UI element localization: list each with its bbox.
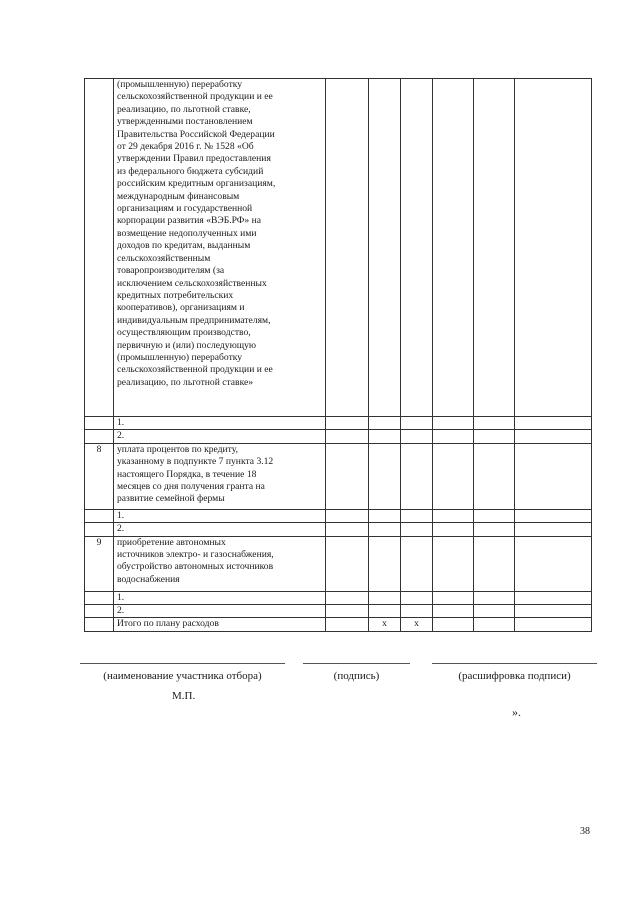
decoding-signature-block [432,663,597,682]
row-description-cell [114,443,326,509]
table-cell [401,536,433,591]
table-cell [369,523,401,536]
sub-item-cell: 2. [114,523,326,536]
total-mark: х [369,618,401,631]
table-cell [369,591,401,604]
signature-line [432,663,597,664]
row-number-cell [85,618,114,631]
description-line: первичную и (или) последующую [117,339,257,351]
table-cell [401,509,433,522]
table-cell [401,79,433,417]
table-cell [401,591,433,604]
table-row [85,536,592,591]
table-cell [326,523,369,536]
row-number-cell [85,430,114,443]
table-cell [433,79,474,417]
table-cell [401,523,433,536]
table-cell [515,443,592,509]
description-line: от 29 декабря 2016 г. № 1528 «Об [117,141,254,153]
table-cell [474,417,515,430]
description-line: международным финансовым [117,190,240,202]
table-cell [474,536,515,591]
table-cell [474,591,515,604]
description-line: кредитных потребительских [117,289,234,301]
table-cell [369,509,401,522]
row-number-cell [85,509,114,522]
table-cell [433,417,474,430]
table-row [85,430,592,443]
description-line: указанному в подпункте 7 пункта 3.12 [117,456,274,468]
table-row [85,417,592,430]
table-cell [515,618,592,631]
row-number-cell: 8 [85,443,114,509]
row-number-cell [85,79,114,417]
participant-caption: (наименование участника отбора) [103,670,262,682]
table-cell [401,443,433,509]
description-line: организациям и государственной [117,203,253,215]
total-mark: х [401,618,433,631]
table-cell [515,536,592,591]
table-cell [369,443,401,509]
signature-line [80,663,285,664]
table-row [85,591,592,604]
description-line: сельскохозяйственной продукции и ее [117,364,273,376]
row-description-cell [114,79,326,417]
table-cell [433,618,474,631]
description-line: индивидуальным предпринимателям, [117,314,271,326]
table-row [85,523,592,536]
description-line: Правительства Российской Федерации [117,128,275,140]
table-row [85,605,592,618]
sub-item-cell: 1. [114,591,326,604]
description-line: (промышленную) переработку [117,351,243,363]
table-row [85,509,592,522]
table-cell [369,417,401,430]
row-number-cell [85,523,114,536]
table-cell [515,591,592,604]
table-cell [433,536,474,591]
description-line: водоснабжения [117,573,180,585]
total-label: Итого по плану расходов [114,618,326,631]
description-line: реализацию, по льготной ставке» [117,376,254,388]
description-line: из федерального бюджета субсидий [117,165,264,177]
sub-item-cell: 1. [114,509,326,522]
table-cell [369,430,401,443]
description-line: настоящего Порядка, в течение 18 [117,468,257,480]
table-cell [474,523,515,536]
table-cell [474,618,515,631]
description-line: реализацию, по льготной ставке, [117,103,251,115]
table-cell [326,417,369,430]
description-line: исключением сельскохозяйственных [117,277,267,289]
table-cell [401,430,433,443]
description-line: уплата процентов по кредиту, [117,443,238,455]
table-cell [401,417,433,430]
table-cell [474,509,515,522]
description-line: обустройство автономных источников [117,561,274,573]
description-line: сельскохозяйственным [117,252,211,264]
page-number: 38 [580,826,590,837]
stamp-label: М.П. [172,690,196,702]
table-cell [433,443,474,509]
description-line: возмещение недополученных ими [117,227,257,239]
table-cell [401,605,433,618]
description-line: утверждении Правил предоставления [117,153,271,165]
table-cell [474,605,515,618]
sub-item-cell: 2. [114,605,326,618]
description-line: источников электро- и газоснабжения, [117,549,274,561]
table-cell [474,79,515,417]
description-line: осуществляющим производство, [117,327,251,339]
table-cell [474,430,515,443]
table-cell [433,509,474,522]
table-cell [433,430,474,443]
description-line: развитие семейной фермы [117,493,225,505]
description-line: месяцев со дня получения гранта на [117,481,265,493]
table-cell [369,536,401,591]
table-cell [515,79,592,417]
table-cell [433,591,474,604]
description-line: корпорации развития «ВЭБ.РФ» на [117,215,261,227]
table-cell [515,417,592,430]
row-description-cell [114,536,326,591]
closing-quote: ». [512,705,521,719]
description-line: российским кредитным организациям, [117,178,276,190]
participant-signature-block [80,663,285,682]
sub-item-cell: 2. [114,430,326,443]
table-cell [433,605,474,618]
table-row [85,79,592,417]
table-cell [369,605,401,618]
table-cell [326,509,369,522]
table-cell [326,605,369,618]
table-cell [515,430,592,443]
table-cell [326,79,369,417]
row-number-cell [85,605,114,618]
row-number-cell: 9 [85,536,114,591]
sub-item-cell: 1. [114,417,326,430]
description-line: приобретение автономных [117,536,226,548]
signature-caption: (подпись) [333,670,380,682]
signature-line [303,663,410,664]
signature-block [303,663,410,682]
table-cell [474,443,515,509]
table-row [85,443,592,509]
decoding-caption: (расшифровка подписи) [458,670,571,682]
description-line: сельскохозяйственной продукции и ее [117,91,273,103]
table-cell [326,430,369,443]
table-cell [369,79,401,417]
table-cell [326,536,369,591]
description-line: (промышленную) переработку [117,79,243,90]
table-cell [515,523,592,536]
table-cell [326,443,369,509]
table-cell [326,618,369,631]
row-number-cell [85,417,114,430]
row-number-cell [85,591,114,604]
description-line: доходов по кредитам, выданным [117,240,251,252]
table-cell [515,605,592,618]
total-row [85,618,592,631]
table-cell [433,523,474,536]
table-cell [515,509,592,522]
table-cell [326,591,369,604]
description-line: товаропроизводителям (за [117,265,225,277]
description-line: утвержденными постановлением [117,116,253,128]
description-line: кооперативов), организациям и [117,302,245,314]
expense-plan-table [84,78,592,632]
